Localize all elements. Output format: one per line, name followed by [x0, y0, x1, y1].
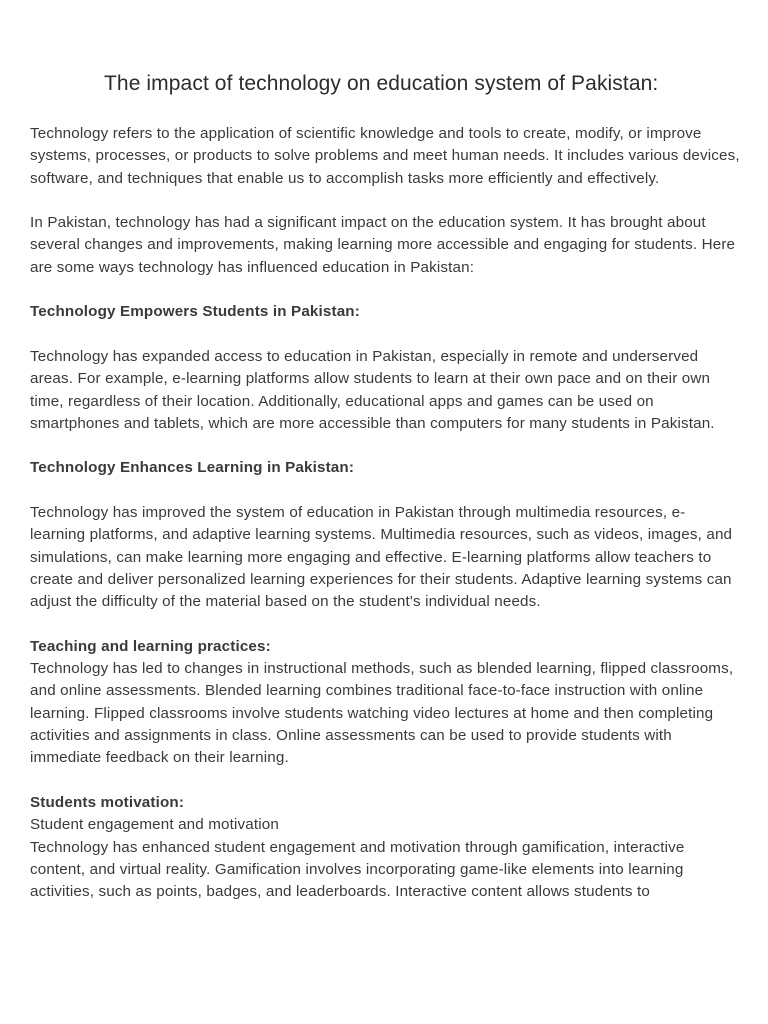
paragraph-spacer — [30, 480, 740, 502]
paragraph-spacer — [30, 435, 740, 457]
section-heading-motivation: Students motivation: — [30, 793, 185, 811]
section-body-empowers: Technology has expanded access to education in Pakistan, especially in remote and underserved areas. For example, e-learning platforms allow students to learn at their own pace and on their own time, regardless of their location. Additionally, educational apps and games can be used on smartphones and tablets, which are more accessible than computers for many students in Pakistan. — [30, 347, 715, 432]
paragraph-spacer — [30, 279, 740, 301]
document-page — [30, 0, 740, 903]
document-body — [30, 123, 740, 903]
paragraph-spacer — [30, 324, 740, 346]
paragraph-spacer — [30, 190, 740, 212]
section-subheading-motivation: Student engagement and motivation — [30, 816, 279, 834]
paragraph-spacer — [30, 770, 740, 792]
intro-paragraph-2: In Pakistan, technology has had a significant impact on the education system. It has brought about several changes and improvements, making learning more accessible and engaging for students. Here are some ways technology has influenced education in Pakistan: — [30, 214, 736, 276]
section-heading-teaching: Teaching and learning practices: — [30, 637, 271, 655]
document-title: The impact of technology on education system of Pakistan: — [104, 72, 659, 95]
section-body-enhances: Technology has improved the system of education in Pakistan through multimedia resources, e-learning platforms, and adaptive learning systems. Multimedia resources, such as videos, images, and simulations, can make learning more engaging and effective. E-learning platforms allow teachers to create and deliver personalized learning experiences for their students. Adaptive learning systems can adjust the difficulty of the material based on the student's individual needs. — [30, 504, 733, 611]
section-body-teaching: Technology has led to changes in instructional methods, such as blended learning, flipped classrooms, and online assessments. Blended learning combines traditional face-to-face instruction with online learning. Flipped classrooms involve students watching video lectures at home and then completing activities and assignments in class. Online assessments can be used to provide students with immediate feedback on their learning. — [30, 660, 734, 767]
section-body-motivation: Technology has enhanced student engagement and motivation through gamification, interactive content, and virtual reality. Gamification involves incorporating game-like elements into learning activities, such as points, badges, and leaderboards. Interactive content allows students to — [30, 838, 685, 901]
section-heading-empowers: Technology Empowers Students in Pakistan: — [30, 303, 360, 321]
paragraph-spacer — [30, 614, 740, 636]
section-heading-enhances: Technology Enhances Learning in Pakistan: — [30, 459, 355, 477]
intro-paragraph-1: Technology refers to the application of scientific knowledge and tools to create, modify, or improve systems, processes, or products to solve problems and meet human needs. It includes various devices, software, and techniques that enable us to accomplish tasks more efficiently and effectively. — [30, 125, 740, 187]
